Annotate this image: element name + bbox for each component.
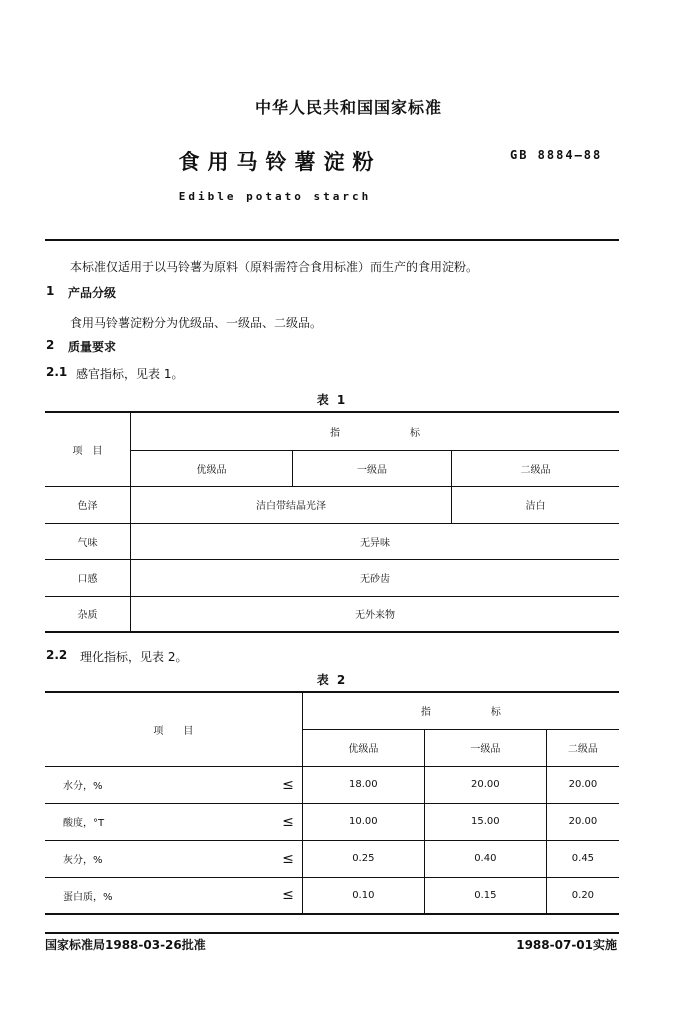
table-row — [45, 766, 619, 803]
table-2-index-header: 指 标 — [302, 692, 619, 729]
header-divider — [45, 239, 619, 241]
section-2-2-text: 理化指标，见表 2。 — [80, 650, 188, 664]
section-1-text: 食用马铃薯淀粉分为优级品、一级品、二级品。 — [70, 316, 323, 330]
table-2-caption: 表 2 — [316, 673, 348, 687]
section-1-number: 1 — [46, 284, 55, 298]
english-title: Edible potato starch — [178, 190, 372, 203]
table-2-physicochemical — [45, 691, 619, 915]
table-2-cell: 18.00 — [302, 766, 424, 803]
table-1-caption: 表 1 — [316, 393, 348, 407]
table-2-item-ash: 灰分，% — [45, 840, 213, 877]
section-2-1-text: 感官指标，见表 1。 — [76, 367, 184, 381]
table-1-impurity-value: 无外来物 — [131, 596, 620, 632]
table-2-cell: 0.45 — [546, 840, 619, 877]
table-row — [45, 559, 619, 596]
issuing-organization: 中华人民共和国国家标准 — [254, 98, 442, 117]
table-2-cell: 0.20 — [546, 877, 619, 914]
table-row — [45, 877, 619, 914]
table-2-cell: 20.00 — [546, 766, 619, 803]
table-2-op: ≤ — [213, 877, 302, 914]
table-1-mouthfeel-value: 无砂齿 — [131, 559, 620, 596]
table-1-item-odor: 气味 — [45, 523, 131, 559]
table-1-color-value: 洁白带结晶光泽 — [131, 486, 452, 523]
table-2-op: ≤ — [213, 803, 302, 840]
table-2-item-moisture: 水分，% — [45, 766, 213, 803]
table-1-sensory — [45, 411, 619, 633]
table-2-item-protein: 蛋白质，% — [45, 877, 213, 914]
scope-paragraph: 本标准仅适用于以马铃薯为原料（原料需符合食用标准）而生产的食用淀粉。 — [70, 260, 479, 274]
table-row — [45, 596, 619, 632]
section-2-number: 2 — [46, 338, 55, 352]
table-1-odor-value: 无异味 — [131, 523, 620, 559]
approval-line: 国家标准局1988-03-26批准 — [45, 938, 206, 952]
section-2-title: 质量要求 — [68, 340, 117, 354]
implementation-date: 1988-07-01实施 — [516, 938, 617, 952]
table-2-cell: 0.40 — [424, 840, 546, 877]
table-1-item-mouthfeel: 口感 — [45, 559, 131, 596]
table-1-grade-second: 二级品 — [452, 450, 620, 486]
table-2-cell: 0.15 — [424, 877, 546, 914]
table-1-grade-premium: 优级品 — [131, 450, 293, 486]
table-1-color-second: 洁白 — [452, 486, 620, 523]
table-row — [45, 486, 619, 523]
table-row — [45, 803, 619, 840]
table-2-cell: 20.00 — [546, 803, 619, 840]
table-2-op: ≤ — [213, 840, 302, 877]
section-2-1-number: 2.1 — [46, 365, 68, 379]
table-row — [45, 840, 619, 877]
table-2-grade-second: 二级品 — [546, 729, 619, 766]
table-2-op: ≤ — [213, 766, 302, 803]
document-title: 食用马铃薯淀粉 — [178, 150, 382, 174]
section-2-2-number: 2.2 — [46, 648, 68, 662]
standard-code: GB 8884—88 — [510, 148, 603, 162]
table-2-cell: 15.00 — [424, 803, 546, 840]
table-1-grade-first: 一级品 — [293, 450, 452, 486]
table-2-item-header: 项 目 — [45, 692, 302, 766]
table-2-cell: 0.25 — [302, 840, 424, 877]
table-2-grade-premium: 优级品 — [302, 729, 424, 766]
table-row — [45, 523, 619, 559]
table-2-cell: 0.10 — [302, 877, 424, 914]
table-1-item-header: 项 目 — [45, 412, 131, 486]
table-1-item-color: 色泽 — [45, 486, 131, 523]
table-2-cell: 20.00 — [424, 766, 546, 803]
table-2-item-acidity: 酸度，°T — [45, 803, 213, 840]
footer-divider — [45, 932, 619, 934]
table-2-cell: 10.00 — [302, 803, 424, 840]
table-1-index-header: 指 标 — [131, 412, 620, 450]
section-1-title: 产品分级 — [68, 286, 117, 300]
table-2-grade-first: 一级品 — [424, 729, 546, 766]
table-1-item-impurity: 杂质 — [45, 596, 131, 632]
